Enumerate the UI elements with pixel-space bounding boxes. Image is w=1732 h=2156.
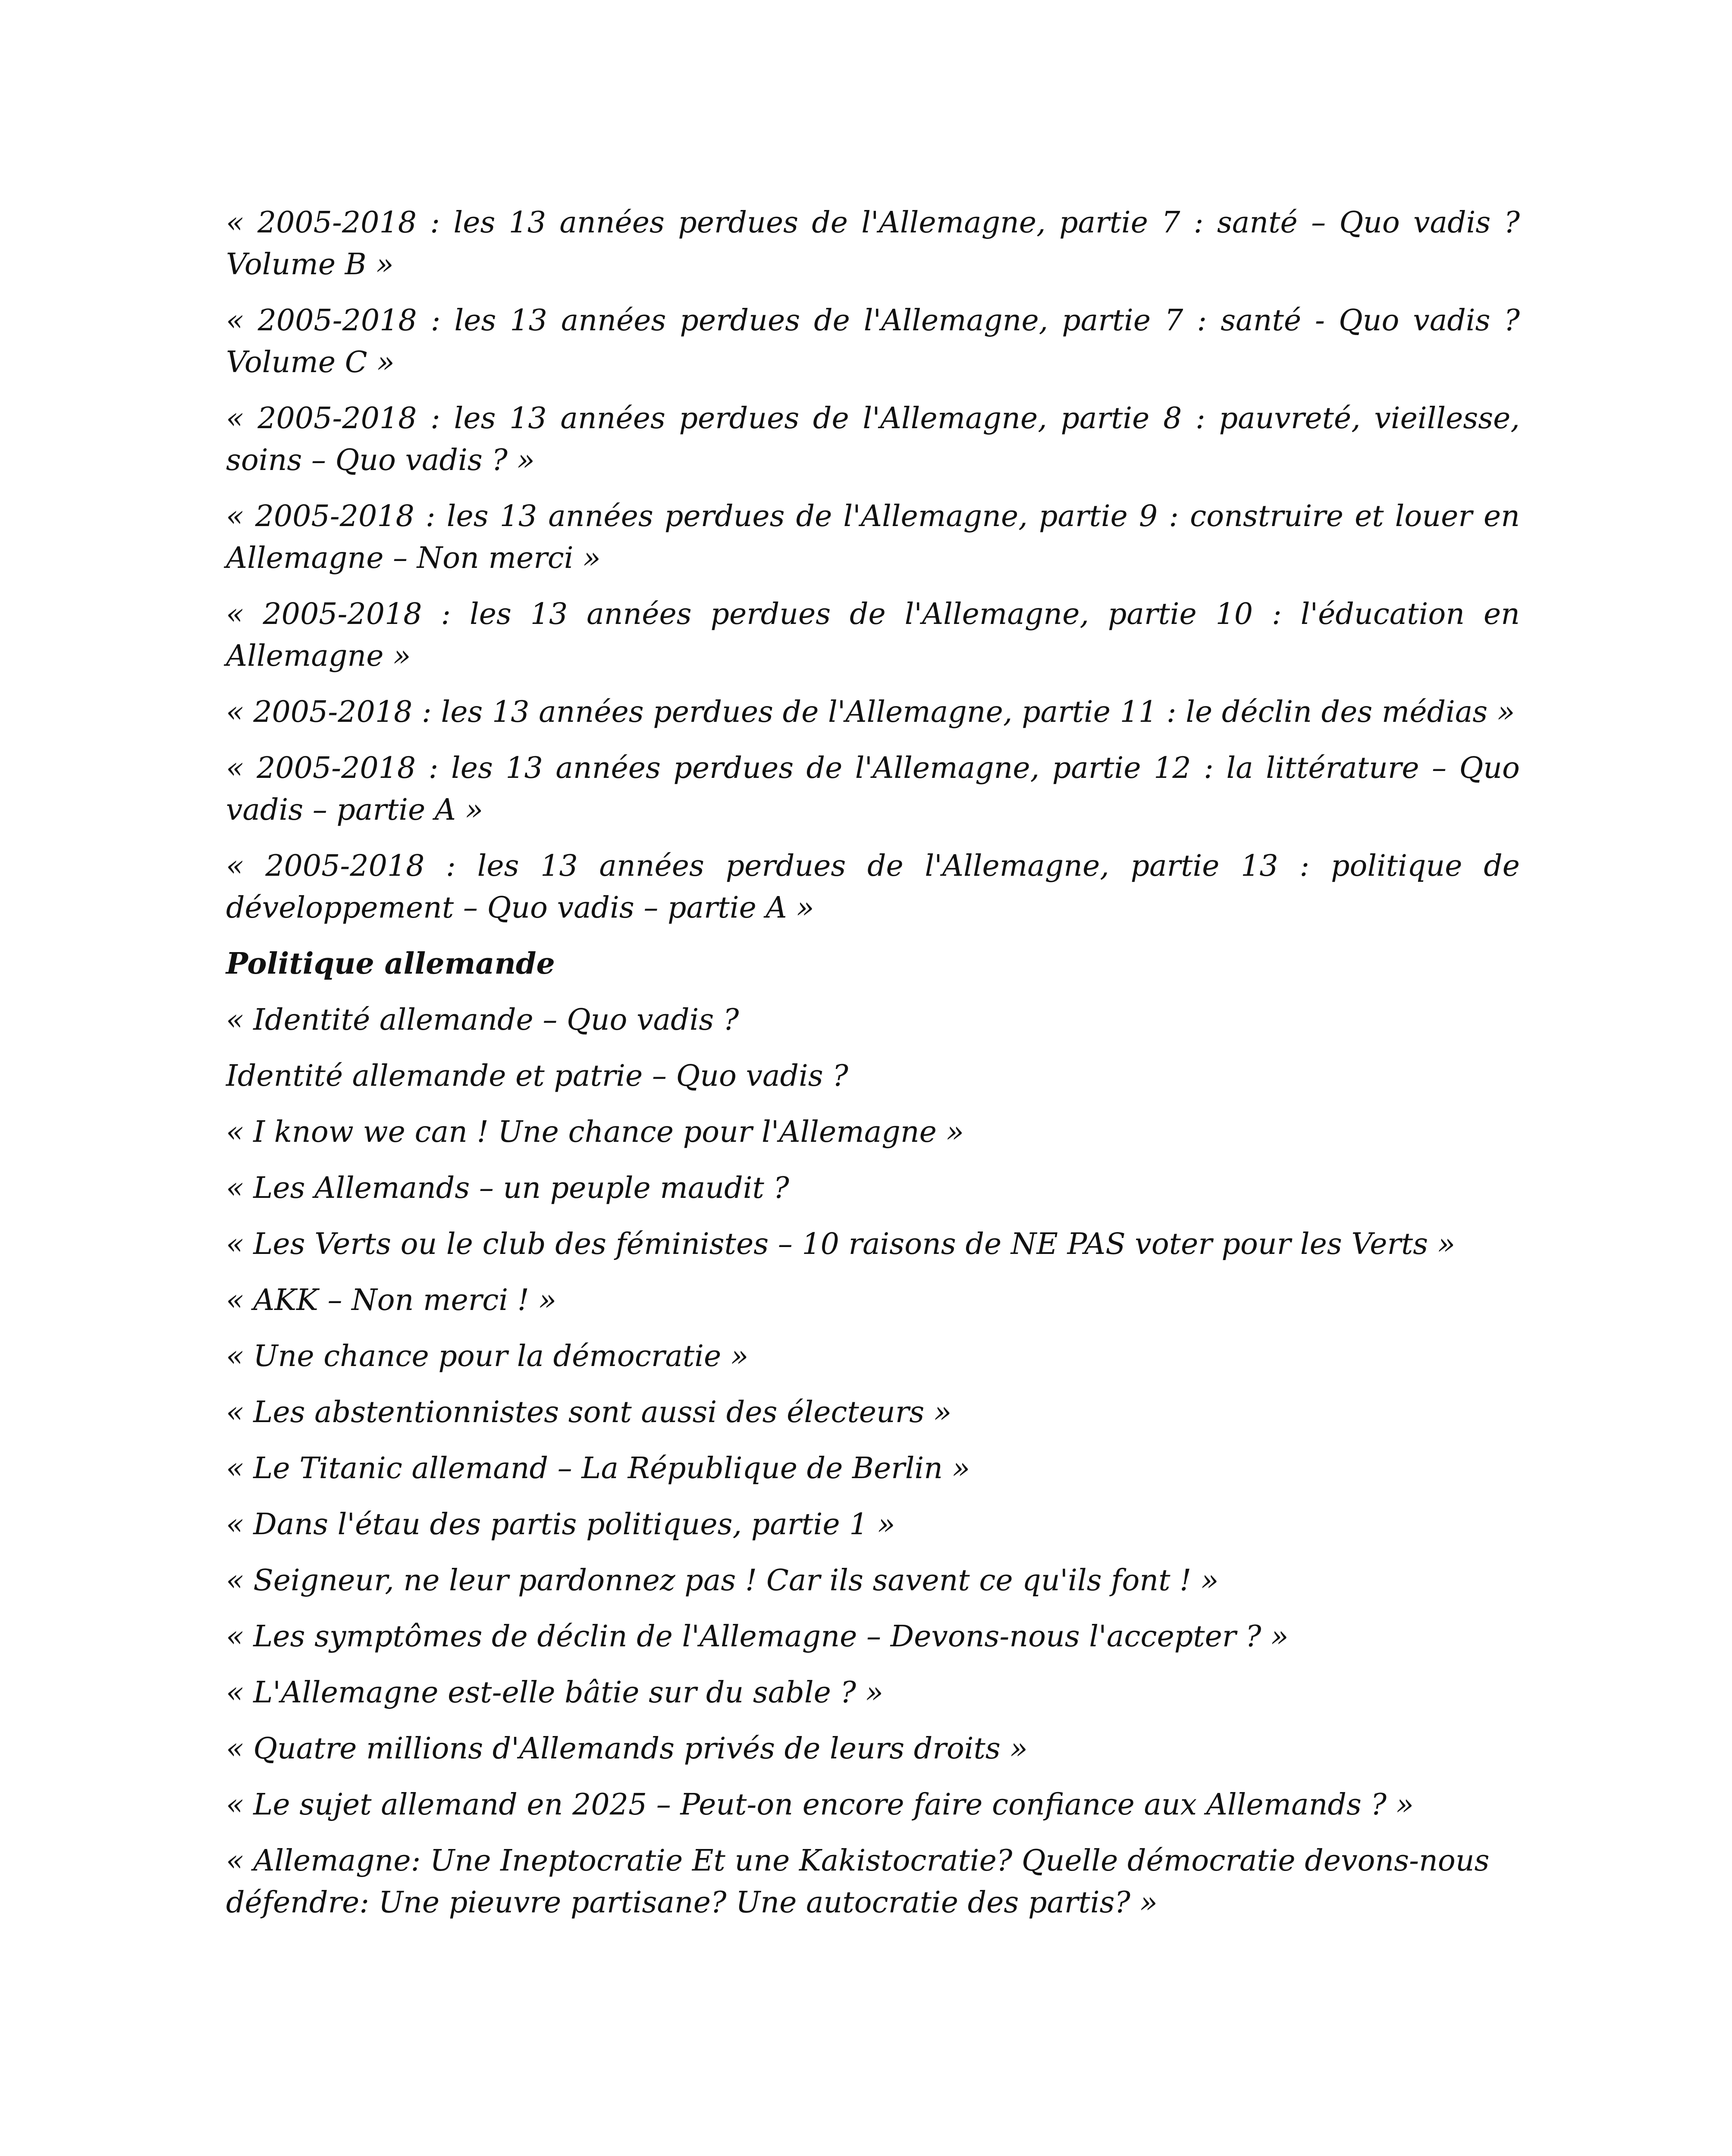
list-item: « I know we can ! Une chance pour l'Allemagne » bbox=[226, 1115, 964, 1149]
list-item: « 2005-2018 : les 13 années perdues de l'Allemagne, partie 11 : le déclin des médias » bbox=[226, 695, 1515, 729]
list-item: « Les Verts ou le club des féministes – 10 raisons de NE PAS voter pour les Verts » bbox=[226, 1227, 1456, 1261]
list-item: « Identité allemande – Quo vadis ? bbox=[226, 1003, 739, 1037]
list-item: « Dans l'étau des partis politiques, partie 1 » bbox=[226, 1507, 895, 1542]
list-item: « 2005-2018 : les 13 années perdues de l'Allemagne, partie 8 : pauvreté, vieillesse, soins – Quo vadis ? » bbox=[226, 401, 1520, 477]
list-item: « 2005-2018 : les 13 années perdues de l'Allemagne, partie 9 : construire et louer en Allemagne – Non merci » bbox=[226, 499, 1520, 575]
document-body bbox=[226, 202, 1520, 1938]
list-item: « Allemagne: Une Ineptocratie Et une Kakistocratie? Quelle démocratie devons-nous défendre: Une pieuvre partisane? Une autocratie des partis? » bbox=[226, 1844, 1490, 1920]
list-item: « Le Titanic allemand – La République de Berlin » bbox=[226, 1451, 970, 1485]
list-item: « 2005-2018 : les 13 années perdues de l'Allemagne, partie 10 : l'éducation en Allemagne » bbox=[226, 597, 1520, 673]
list-item: « Quatre millions d'Allemands privés de leurs droits » bbox=[226, 1732, 1028, 1766]
list-item: « Les symptômes de déclin de l'Allemagne – Devons-nous l'accepter ? » bbox=[226, 1620, 1289, 1654]
list-item: Identité allemande et patrie – Quo vadis ? bbox=[226, 1059, 848, 1093]
list-item: « Les Allemands – un peuple maudit ? bbox=[226, 1171, 789, 1205]
list-item: « Le sujet allemand en 2025 – Peut-on encore faire confiance aux Allemands ? » bbox=[226, 1788, 1414, 1822]
list-item: « 2005-2018 : les 13 années perdues de l'Allemagne, partie 7 : santé – Quo vadis ? Volume B » bbox=[226, 206, 1520, 282]
list-item: « AKK – Non merci ! » bbox=[226, 1283, 557, 1317]
list-item: « 2005-2018 : les 13 années perdues de l'Allemagne, partie 12 : la littérature – Quo vadis – partie A » bbox=[226, 751, 1520, 827]
list-item: « 2005-2018 : les 13 années perdues de l'Allemagne, partie 7 : santé - Quo vadis ? Volume C » bbox=[226, 304, 1520, 379]
list-item: « Seigneur, ne leur pardonnez pas ! Car ils savent ce qu'ils font ! » bbox=[226, 1564, 1219, 1598]
section-heading: Politique allemande bbox=[226, 946, 555, 981]
list-item: « L'Allemagne est-elle bâtie sur du sable ? » bbox=[226, 1676, 884, 1710]
list-item: « 2005-2018 : les 13 années perdues de l'Allemagne, partie 13 : politique de développement – Quo vadis – partie A » bbox=[226, 849, 1520, 925]
list-item: « Une chance pour la démocratie » bbox=[226, 1339, 749, 1373]
list-item: « Les abstentionnistes sont aussi des électeurs » bbox=[226, 1395, 952, 1429]
